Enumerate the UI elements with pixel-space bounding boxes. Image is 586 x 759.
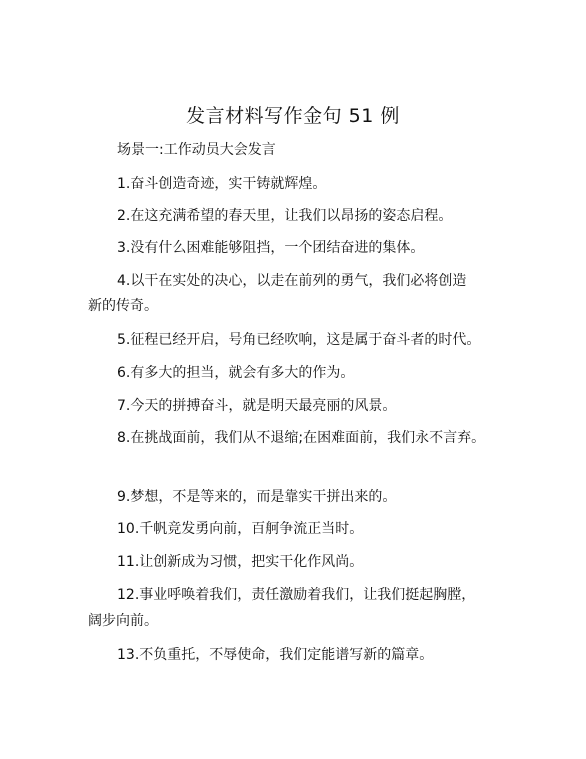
- list-item-continuation: 新的传奇。: [88, 298, 158, 314]
- list-item: 2.在这充满希望的春天里，让我们以昂扬的姿态启程。: [117, 208, 453, 224]
- scene-heading: 场景一:工作动员大会发言: [117, 142, 276, 158]
- list-item: 4.以干在实处的决心，以走在前列的勇气，我们必将创造: [117, 273, 467, 289]
- list-item: 13.不负重托，不辱使命，我们定能谱写新的篇章。: [117, 647, 434, 663]
- list-item: 8.在挑战面前，我们从不退缩;在困难面前，我们永不言弃。: [117, 430, 486, 446]
- list-item: 11.让创新成为习惯，把实干化作风尚。: [117, 554, 364, 570]
- list-item: 6.有多大的担当，就会有多大的作为。: [117, 365, 355, 381]
- list-item: 10.千帆竞发勇向前，百舸争流正当时。: [117, 521, 364, 537]
- list-item: 1.奋斗创造奇迹，实干铸就辉煌。: [117, 176, 327, 192]
- list-item: 7.今天的拼搏奋斗，就是明天最亮丽的风景。: [117, 398, 397, 414]
- list-item: 3.没有什么困难能够阻挡，一个团结奋进的集体。: [117, 240, 425, 256]
- document-title: 发言材料写作金句 51 例: [186, 105, 400, 127]
- list-item-continuation: 阔步向前。: [88, 613, 158, 629]
- list-item: 5.征程已经开启，号角已经吹响，这是属于奋斗者的时代。: [117, 332, 481, 348]
- list-item: 12.事业呼唤着我们，责任激励着我们，让我们挺起胸膛，: [117, 587, 476, 603]
- list-item: 9.梦想，不是等来的，而是靠实干拼出来的。: [117, 489, 397, 505]
